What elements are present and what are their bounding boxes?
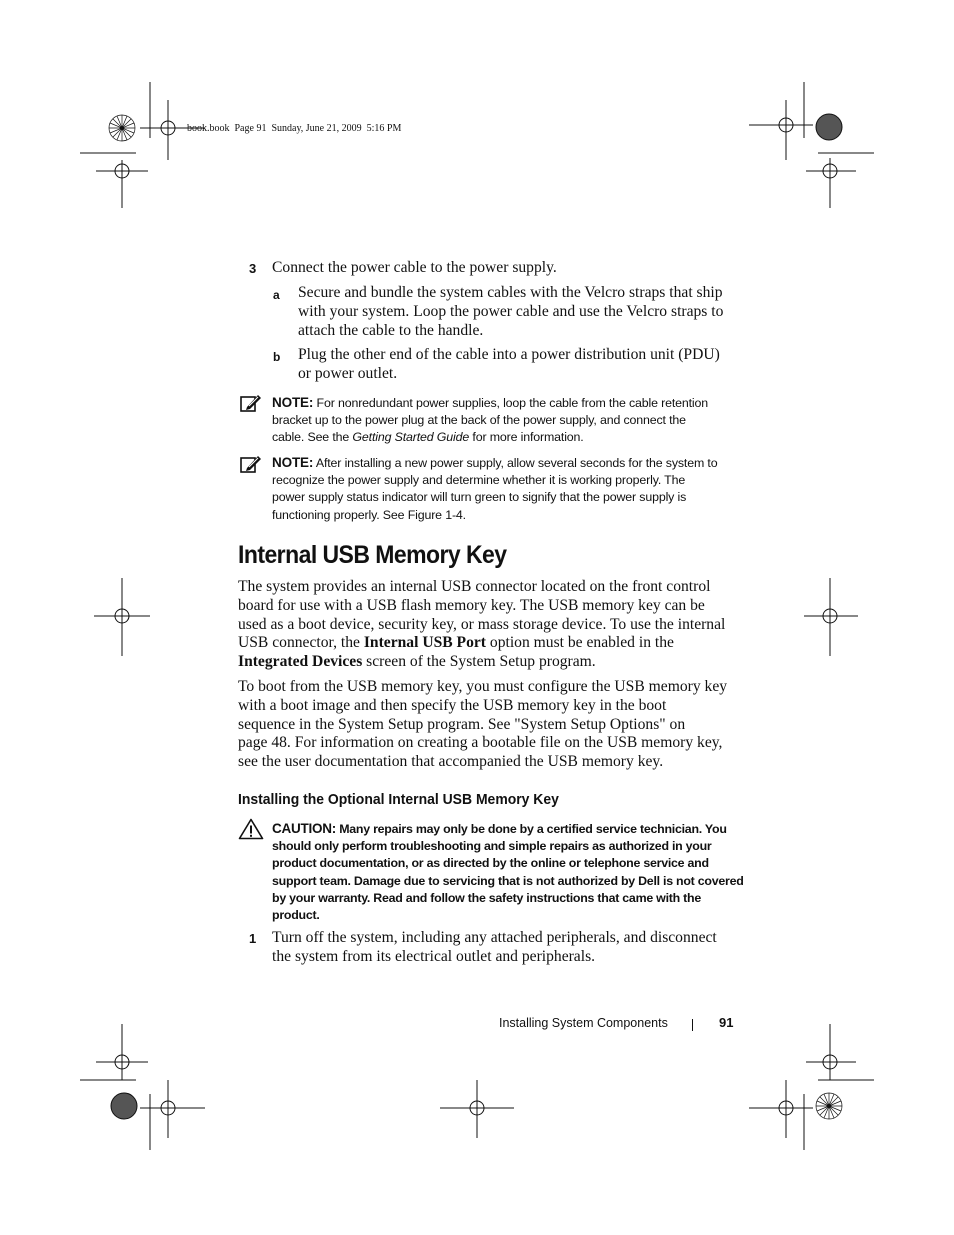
- note-2: NOTE: After installing a new power supply, allow several seconds for the system to recognize the power supply and determine whether it is working properly. The power supply status indicator will turn green to signify that the power supply is functioning properly. See Figure 1-4.: [272, 455, 718, 522]
- crop-mark-bottom-right: [749, 1024, 874, 1150]
- section-heading: Internal USB Memory Key: [238, 541, 507, 569]
- subsection-heading: Installing the Optional Internal USB Memory Key: [238, 791, 559, 808]
- caution-icon: [238, 818, 264, 840]
- note-1: NOTE: For nonredundant power supplies, loop the cable from the cable retention bracket up to the power plug at the back of the power supply, and connect the cable. See the Getting Started Guide for more information.: [272, 395, 709, 445]
- crop-mark-mid-right: [804, 578, 858, 656]
- crop-mark-top-right: [749, 82, 874, 208]
- substep-b-text: Plug the other end of the cable into a power distribution unit (PDU) or power outlet.: [298, 346, 720, 382]
- footer-divider: [692, 1019, 693, 1031]
- page-number: 91: [719, 1015, 734, 1030]
- target-top-left: [109, 115, 135, 141]
- step-text: Turn off the system, including any attached peripherals, and disconnect the system from its electrical outlet and peripherals.: [272, 929, 717, 965]
- step-number: 3: [249, 261, 257, 276]
- crop-mark-mid-left: [94, 578, 150, 656]
- target-bottom-left: [111, 1093, 137, 1119]
- substep-label-b: b: [273, 350, 281, 364]
- substep-a-text: Secure and bundle the system cables with the Velcro straps that ship with your system. Loop the power cable and use the Velcro straps to attach the cable to the handle.: [298, 284, 724, 339]
- crop-mark-bottom-center: [440, 1080, 514, 1138]
- step-text: Connect the power cable to the power supply.: [272, 259, 557, 276]
- crop-mark-top-left: [80, 82, 205, 208]
- boot-paragraph: To boot from the USB memory key, you must configure the USB memory key with a boot image and then specify the USB memory key in the boot sequence in the System Setup program. See "System Setup Options" on page 48. For information on creating a bootable file on the USB memory key, see the user documentation that accompanied the USB memory key.: [238, 678, 728, 771]
- slug-line: book.book Page 91 Sunday, June 21, 2009 5:16 PM: [187, 123, 402, 134]
- target-top-right: [816, 114, 842, 140]
- substep-label-a: a: [273, 288, 280, 302]
- caution-text: CAUTION: Many repairs may only be done by a certified service technician. You should only perform troubleshooting and simple repairs as authorized in your product documentation, or as directed by the online or telephone service and support team. Damage due to servicing that is not authorized by Dell is not covered by your warranty. Read and follow the safety instructions that came with the product.: [272, 821, 744, 923]
- target-bottom-right: [816, 1093, 842, 1119]
- crop-mark-bottom-left: [80, 1024, 205, 1150]
- note-pencil-icon: [240, 454, 262, 474]
- intro-paragraph: The system provides an internal USB connector located on the front control board for use with a USB flash memory key. The USB memory key can be used as a boot device, security key, or mass storage device. To use the internal USB connector, the Internal USB Port option must be enabled in the Integrated Devices screen of the System Setup program.: [238, 578, 726, 671]
- footer-section-title: Installing System Components: [499, 1016, 668, 1030]
- note-pencil-icon: [240, 393, 262, 413]
- step-number: 1: [249, 931, 257, 946]
